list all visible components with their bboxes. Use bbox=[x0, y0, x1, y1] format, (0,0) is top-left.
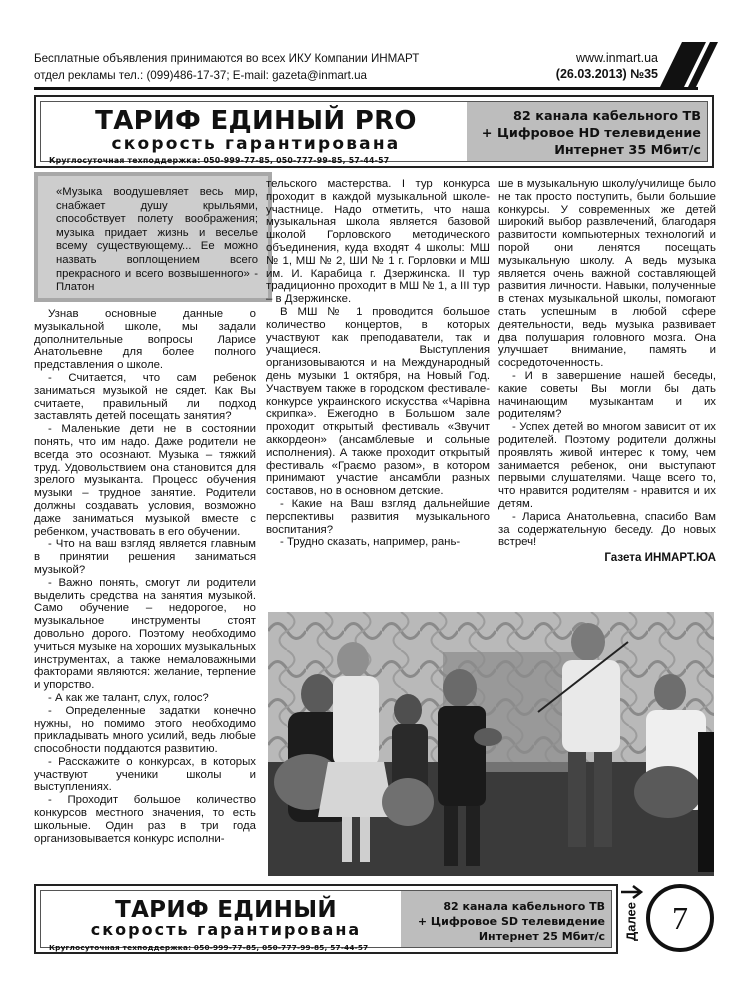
ad-offer-line: Интернет 25 Мбит/с bbox=[478, 930, 605, 943]
paragraph: - Какие на Ваш взгляд дальнейшие перспективы развития музыкального воспитания? bbox=[266, 497, 490, 536]
paragraph: ше в музыкальную школу/училище было не так просто поступить, были большие конкурсы. У современных же детей широкий выбор развлечений, благодаря развитости компьютерных технологий и порой они ленятся посещать музыкальную школу. А ведь музыка является очень важной составляющей развития личности. Навыки, полученные в стенах музыкальной школы, помогают стать успешным в любой сфере деятельности, ведь музыка развивает два полушария головного мозга. Она улучшает внимание, память и сосредоточенность. bbox=[498, 178, 716, 370]
quote-box bbox=[34, 172, 272, 302]
ad-offer-line: + Цифровое HD телевидение bbox=[481, 126, 701, 141]
ad-slogan: скорость гарантирована bbox=[90, 920, 362, 939]
ad-offer bbox=[418, 899, 605, 944]
header-stripe-decoration bbox=[660, 42, 732, 87]
paragraph: В МШ № 1 проводится большое количество концертов, в которых участвуют как преподаватели, так и учащиеся. Выступления организовываются и на Международный день музыки 1 октября, на Новый Год. Участвуем также в городском фестивале-конкурсе украинского искусства «Чарівна скрипка». Ежегодно в Большом зале проходит открытый фестиваль «Звучит аккордеон» (ансамблевые и сольные исполнения). А также проходит открытый фестиваль «Граємо разом», в котором принимают участие ансамбли разных составов, но в основном детские. bbox=[266, 305, 490, 498]
header-contacts-line: отдел рекламы тел.: (099)486-17-37; E-mail: gazeta@inmart.ua bbox=[34, 69, 368, 82]
paragraph: Узнав основные данные о музыкальной школе, мы задали дополнительные вопросы Ларисе Анатольевне для более полного представления о школе. bbox=[34, 308, 256, 372]
ad-support-phones: Круглосуточная техподдержка: 050-999-77-85, 050-777-99-85, 57-44-57 bbox=[49, 943, 369, 952]
paragraph: - Важно понять, смогут ли родители выделить средства на занятия музыкой. Само обучение – недорогое, но музыкальное инструменты стоят довольно дорого. Поэтому необходимо учиться музыке на хороших музыкальных инструментах, а также немаловажными факторами являются: желание, терпение и упорство. bbox=[34, 576, 256, 692]
header-issue-info bbox=[556, 50, 658, 82]
ad-brand: ТАРИФ ЕДИНЫЙ PRO bbox=[95, 106, 417, 136]
header-free-ads-line: Бесплатные объявления принимаются во всех ИКУ Компании ИНМАРТ bbox=[34, 52, 420, 65]
paragraph: - Расскажите о конкурсах, в которых участвуют ученики школы и выступлениях. bbox=[34, 755, 256, 794]
header-issue: (26.03.2013) №35 bbox=[555, 67, 658, 81]
paragraph: - Трудно сказать, например, рань- bbox=[280, 536, 461, 549]
paragraph: - Успех детей во многом зависит от их родителей. Поэтому родители должны проявлять живой интерес к тому, чем занимается ребенок, они выступают первыми слушателями. Чаще всего то, что нравится родителям - нравится и их детям. bbox=[498, 421, 716, 510]
concert-photo-illustration bbox=[268, 612, 714, 876]
concert-photo bbox=[268, 612, 714, 876]
paragraph: - Что на ваш взгляд является главным в принятии решения заниматься музыкой? bbox=[34, 538, 256, 576]
paragraph: - И в завершение нашей беседы, какие советы Вы могли бы дать начинающим музыкантам и их родителям? bbox=[498, 369, 716, 421]
header-info bbox=[34, 50, 419, 84]
next-page-label: Далее bbox=[623, 901, 639, 942]
article-column-2 bbox=[266, 178, 490, 590]
paragraph: - Определенные задатки конечно нужны, но помимо этого необходимо прикладывать много усилий, ведь любые способности поддаются развитию. bbox=[34, 704, 256, 756]
next-page-link[interactable] bbox=[622, 896, 638, 950]
quote-text: «Музыка воодушевляет весь мир, снабжает душу крыльями, способствует полету воображения; музыка придает жизнь и веселье всему существующему... Ее можно назвать воплощением всего прекрасного и всего возвышенного» - Платон bbox=[38, 176, 268, 298]
ad-offer-line: + Цифровое SD телевидение bbox=[417, 915, 605, 928]
paragraph: - Считается, что сам ребенок заниматься музыкой не сядет. Как Вы считаете, правильный ли подход заставлять детей посещать занятия? bbox=[34, 371, 256, 423]
paragraph: тельского мастерства. I тур конкурса проходит в каждой музыкальной школе-участнице. Надо отметить, что наша музыкальная школа является базовой школой Горловского методического объединения, куда входят 4 школы: МШ № 1, МШ № 2, ШИ № 1 г. Горловки и МШ им. И. Карабица г. Дзержинска. II тур традиционно проходит в МШ № 1, а III тур – в Дзержинске. bbox=[266, 178, 490, 306]
ad-offer-line: Интернет 35 Мбит/с bbox=[554, 143, 701, 158]
ad-slogan: скорость гарантирована bbox=[111, 134, 401, 154]
ad-brand: ТАРИФ ЕДИНЫЙ bbox=[115, 897, 337, 923]
paragraph: - А как же талант, слух, голос? bbox=[48, 691, 209, 704]
ad-banner-bottom[interactable] bbox=[34, 884, 618, 954]
ad-offer-line: 82 канала кабельного ТВ bbox=[513, 109, 701, 124]
header-rule bbox=[34, 87, 698, 90]
header-site[interactable]: www.inmart.ua bbox=[576, 51, 658, 65]
paragraph: - Проходит большое количество конкурсов местного значения, то есть школьные. Один раз в три года организовывается конкурс исполни- bbox=[34, 794, 256, 845]
article-column-3 bbox=[498, 178, 716, 590]
paragraph: - Маленькие дети не в состоянии понять, что им надо. Даже родители не всегда это осознают. Музыка – тяжкий труд. Удовольствием она становится для зрелого музыканта. Процесс обучения музыки – трудное занятие. Родители должны создавать условия, возможно даже заниматься музыкой вместе с ребенком, участвовать в его обучении. bbox=[34, 423, 256, 538]
ad-offer bbox=[482, 108, 701, 159]
article-column-1 bbox=[34, 308, 256, 876]
article-signature: Газета ИНМАРТ.ЮА bbox=[604, 551, 716, 565]
ad-offer-line: 82 канала кабельного ТВ bbox=[443, 900, 605, 913]
ad-support-phones: Круглосуточная техподдержка: 050-999-77-85, 050-777-99-85, 57-44-57 bbox=[49, 156, 390, 165]
paragraph: - Лариса Анатольевна, спасибо Вам за содержательную беседу. До новых встреч! bbox=[498, 510, 716, 549]
ad-banner-top[interactable] bbox=[34, 95, 714, 168]
page-number: 7 bbox=[646, 884, 714, 952]
